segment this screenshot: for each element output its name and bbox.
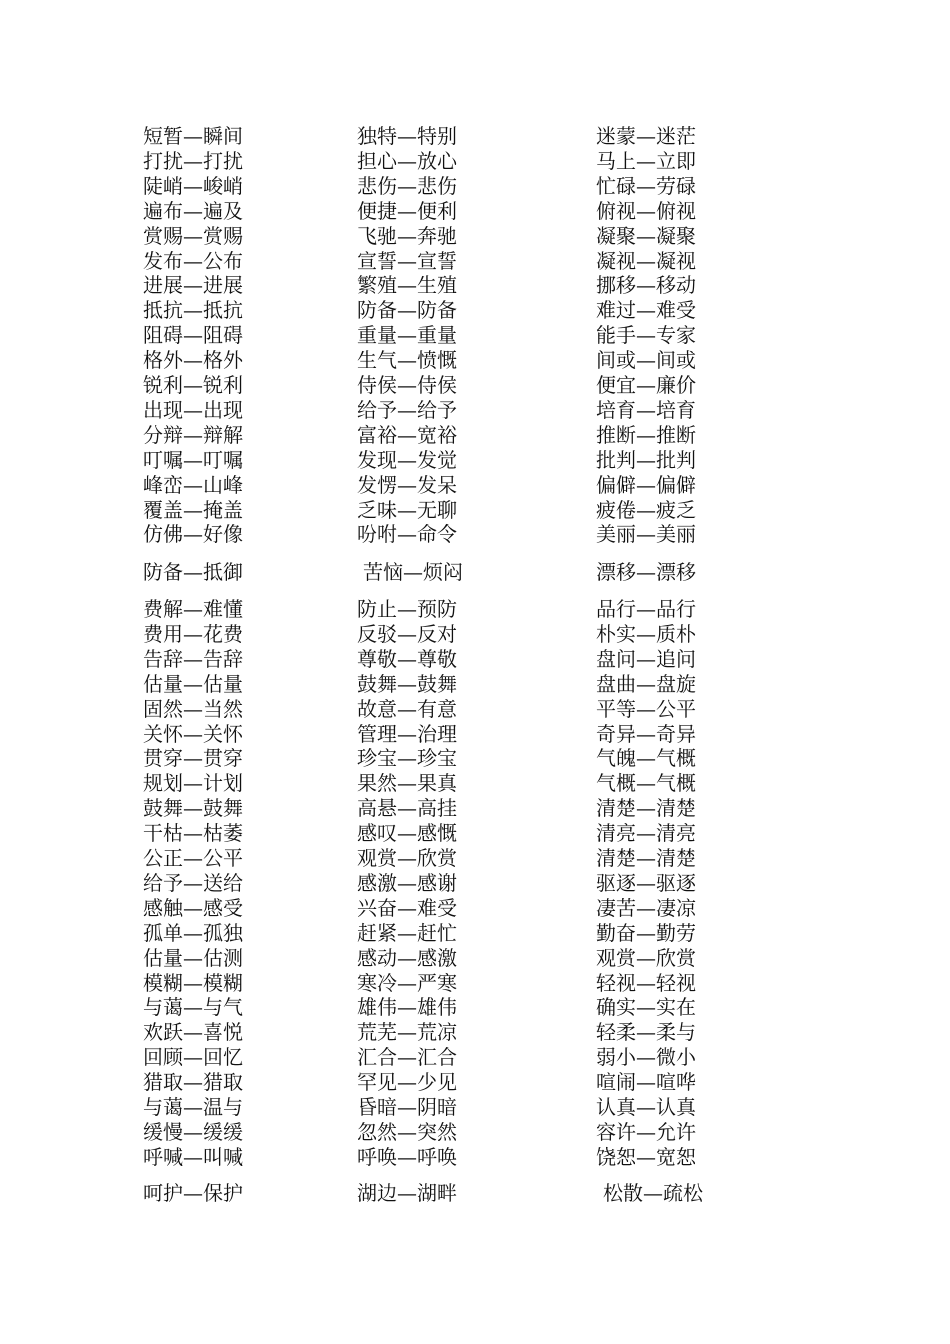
word-pair: 认真—认真 [596, 1095, 696, 1119]
word-pair: 昏暗—阴暗 [357, 1095, 457, 1119]
word-pair: 费用—花费 [143, 621, 243, 646]
word-pair: 富裕—宽裕 [357, 422, 457, 447]
word-pair: 松散—疏松 [603, 1181, 703, 1205]
word-pair: 阻碍—阻碍 [143, 323, 243, 348]
word-pair: 赏赐—赏赐 [143, 223, 243, 248]
word-pair: 发现—发觉 [357, 447, 457, 472]
word-pair: 喧闹—喧哗 [596, 1070, 696, 1095]
word-pair: 进展—进展 [143, 273, 243, 298]
word-pair: 观赏—欣赏 [596, 945, 696, 970]
word-pair: 培育—培育 [596, 397, 696, 422]
word-pair: 美丽—美丽 [596, 522, 696, 547]
word-pair: 分辩—辩解 [143, 422, 243, 447]
word-row [0, 1120, 950, 1145]
word-pair: 气魄—气概 [596, 746, 696, 771]
word-pair: 发布—公布 [143, 248, 243, 273]
word-pair: 重量—重量 [357, 323, 457, 348]
word-row [0, 448, 950, 473]
word-row [0, 149, 950, 174]
word-pair: 苦恼—烦闷 [363, 560, 463, 584]
word-pair: 呼唤—呼唤 [357, 1144, 457, 1169]
word-pair: 便捷—便利 [357, 198, 457, 223]
word-row [0, 921, 950, 946]
word-pair: 飞驰—奔驰 [357, 223, 457, 248]
word-pair: 独特—特别 [357, 124, 457, 148]
word-pair: 叮嘱—叮嘱 [143, 447, 243, 472]
word-pair: 能手—专家 [596, 323, 696, 348]
word-pair: 欢跃—喜悦 [143, 1020, 243, 1045]
word-row [0, 722, 950, 747]
word-row [0, 273, 950, 298]
word-pair: 驱逐—驱逐 [596, 870, 696, 895]
word-pair: 兴奋—难受 [357, 895, 457, 920]
word-pair: 贯穿—贯穿 [143, 746, 243, 771]
word-pair: 感动—感激 [357, 945, 457, 970]
word-pair: 宣誓—宣誓 [357, 248, 457, 273]
word-pair: 清楚—清楚 [596, 846, 696, 870]
word-pair: 便宜—廉价 [596, 373, 696, 397]
word-pair: 俯视—俯视 [596, 198, 696, 223]
word-pair: 漂移—漂移 [596, 560, 696, 584]
word-pair: 感触—感受 [143, 895, 243, 920]
word-pair: 关怀—关怀 [143, 721, 243, 746]
word-pair: 观赏—欣赏 [357, 846, 457, 870]
word-pair: 故意—有意 [357, 696, 457, 721]
word-pair: 忽然—突然 [357, 1119, 457, 1144]
word-pair: 湖边—湖畔 [357, 1181, 457, 1205]
word-pair: 公正—公平 [143, 846, 243, 870]
word-row [0, 224, 950, 249]
word-row [0, 199, 950, 224]
word-row [0, 796, 950, 821]
word-row [0, 622, 950, 647]
word-pair: 生气—愤慨 [357, 348, 457, 373]
word-pair: 雄伟—雄伟 [357, 995, 457, 1020]
word-pair: 盘曲—盘旋 [596, 671, 696, 696]
word-pair: 感叹—感慨 [357, 821, 457, 846]
word-pair: 吩咐—命令 [357, 522, 457, 547]
word-pair: 弱小—微小 [596, 1045, 696, 1070]
word-pair: 回顾—回忆 [143, 1045, 243, 1070]
word-pair: 盘问—追问 [596, 646, 696, 671]
word-pair: 忙碌—劳碌 [596, 173, 696, 198]
word-row [0, 1070, 950, 1095]
word-pair: 陡峭—峻峭 [143, 173, 243, 198]
word-pair: 出现—出现 [143, 397, 243, 422]
word-pair: 迷蒙—迷茫 [596, 124, 696, 148]
word-pair: 难过—难受 [596, 298, 696, 323]
word-pair: 给予—给予 [357, 397, 457, 422]
word-pair: 与蔼—温与 [143, 1095, 243, 1119]
word-row [0, 697, 950, 722]
word-pair: 估量—估量 [143, 671, 243, 696]
word-row [0, 746, 950, 771]
word-pair: 模糊—模糊 [143, 970, 243, 995]
word-pair: 与蔼—与气 [143, 995, 243, 1020]
word-row [0, 672, 950, 697]
word-row [0, 597, 950, 622]
word-pair: 呼喊—叫喊 [143, 1144, 243, 1169]
word-row [0, 1095, 950, 1120]
word-row [0, 348, 950, 373]
word-pair: 汇合—汇合 [357, 1045, 457, 1070]
word-pair: 鼓舞—鼓舞 [357, 671, 457, 696]
word-pair: 凝视—凝视 [596, 248, 696, 273]
word-row [0, 946, 950, 971]
word-row [0, 398, 950, 423]
word-pair: 奇异—奇异 [596, 721, 696, 746]
word-pair: 侍侯—侍侯 [357, 373, 457, 397]
word-pair: 悲伤—悲伤 [357, 173, 457, 198]
word-row [0, 1145, 950, 1170]
word-row [0, 1045, 950, 1070]
word-row [0, 323, 950, 348]
word-pair: 防备—抵御 [143, 560, 243, 584]
word-row [0, 373, 950, 398]
word-pair: 防备—防备 [357, 298, 457, 323]
word-pair: 干枯—枯萎 [143, 821, 243, 846]
word-pair: 轻视—轻视 [596, 970, 696, 995]
word-pair: 勤奋—勤劳 [596, 920, 696, 945]
word-pair: 清亮—清亮 [596, 821, 696, 846]
word-pair: 高悬—高挂 [357, 796, 457, 821]
word-pair: 感激—感谢 [357, 870, 457, 895]
word-pair: 推断—推断 [596, 422, 696, 447]
word-row [0, 522, 950, 547]
word-row [0, 871, 950, 896]
word-row [0, 821, 950, 846]
word-pair: 管理—治理 [357, 721, 457, 746]
word-row [0, 473, 950, 498]
word-row [0, 249, 950, 274]
word-pair: 发愣—发呆 [357, 472, 457, 497]
word-pair: 孤单—孤独 [143, 920, 243, 945]
word-row [0, 174, 950, 199]
word-pair: 缓慢—缓缓 [143, 1119, 243, 1144]
word-pair: 气概—气概 [596, 771, 696, 796]
word-pair: 果然—果真 [357, 771, 457, 796]
word-pair: 平等—公平 [596, 696, 696, 721]
word-pair: 罕见—少见 [357, 1070, 457, 1095]
word-pair: 偏僻—偏僻 [596, 472, 696, 497]
word-pair: 反驳—反对 [357, 621, 457, 646]
word-pair: 仿佛—好像 [143, 522, 243, 547]
word-pair: 凝聚—凝聚 [596, 223, 696, 248]
word-pair: 打扰—打扰 [143, 148, 243, 173]
word-pair: 容许—允许 [596, 1119, 696, 1144]
word-pair: 珍宝—珍宝 [357, 746, 457, 771]
word-pair: 遍布—遍及 [143, 198, 243, 223]
word-pair: 格外—格外 [143, 348, 243, 373]
word-row [0, 298, 950, 323]
word-row [0, 560, 950, 585]
word-pair: 鼓舞—鼓舞 [143, 796, 243, 821]
word-pair: 呵护—保护 [143, 1181, 243, 1205]
word-pair: 赶紧—赶忙 [357, 920, 457, 945]
word-pair: 繁殖—生殖 [357, 273, 457, 298]
word-pair: 马上—立即 [596, 148, 696, 173]
word-pair: 告辞—告辞 [143, 646, 243, 671]
word-row [0, 1020, 950, 1045]
word-pair: 批判—批判 [596, 447, 696, 472]
word-pair: 清楚—清楚 [596, 796, 696, 821]
word-row [0, 971, 950, 996]
word-row [0, 124, 950, 149]
word-pair: 防止—预防 [357, 597, 457, 621]
word-pair: 峰峦—山峰 [143, 472, 243, 497]
word-pair: 饶恕—宽恕 [596, 1144, 696, 1169]
word-row [0, 498, 950, 523]
word-pair: 短暂—瞬间 [143, 124, 243, 148]
word-pair: 间或—间或 [596, 348, 696, 373]
word-pair: 疲倦—疲乏 [596, 497, 696, 522]
word-pair: 乏味—无聊 [357, 497, 457, 522]
word-pair: 凄苦—凄凉 [596, 895, 696, 920]
word-pair: 猎取—猎取 [143, 1070, 243, 1095]
word-pair: 固然—当然 [143, 696, 243, 721]
word-pair: 估量—估测 [143, 945, 243, 970]
word-pair: 轻柔—柔与 [596, 1020, 696, 1045]
word-pair: 尊敬—尊敬 [357, 646, 457, 671]
word-pair: 挪移—移动 [596, 273, 696, 298]
word-pair: 朴实—质朴 [596, 621, 696, 646]
word-row [0, 647, 950, 672]
word-row [0, 846, 950, 871]
word-row [0, 771, 950, 796]
word-pair: 费解—难懂 [143, 597, 243, 621]
word-pair: 荒芜—荒凉 [357, 1020, 457, 1045]
word-pair: 给予—送给 [143, 870, 243, 895]
word-pair: 抵抗—抵抗 [143, 298, 243, 323]
word-pair: 寒冷—严寒 [357, 970, 457, 995]
word-row [0, 423, 950, 448]
word-pair: 规划—计划 [143, 771, 243, 796]
word-pair: 锐利—锐利 [143, 373, 243, 397]
word-pair: 品行—品行 [596, 597, 696, 621]
word-row [0, 896, 950, 921]
word-pair: 担心—放心 [357, 148, 457, 173]
word-row [0, 1181, 950, 1206]
word-pair: 确实—实在 [596, 995, 696, 1020]
word-pair: 覆盖—掩盖 [143, 497, 243, 522]
word-row [0, 995, 950, 1020]
